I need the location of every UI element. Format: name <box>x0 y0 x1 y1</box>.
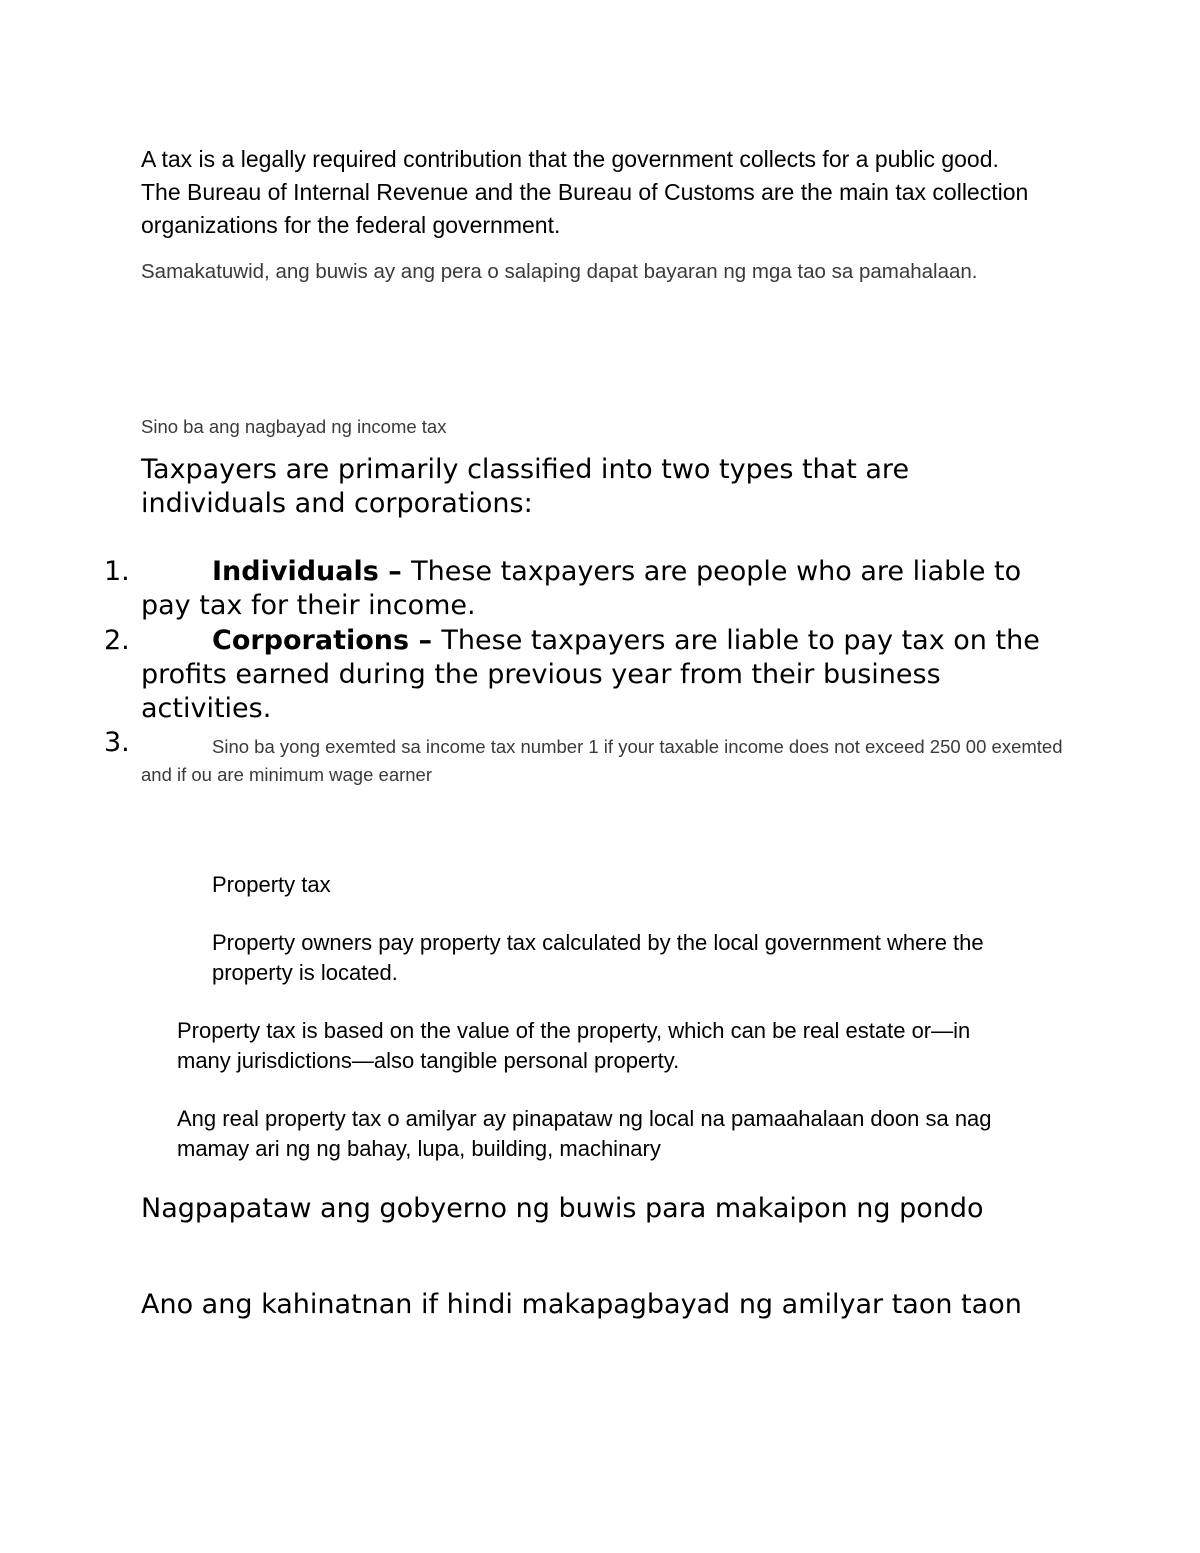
tagalog-definition-paragraph: Samakatuwid, ang buwis ay ang pera o salaping dapat bayaran ng mga tao sa pamahalaan. <box>141 260 978 283</box>
property-tax-heading: Property tax <box>212 872 331 897</box>
list-item-term: Individuals <box>212 556 379 587</box>
real-property-tagalog-paragraph: Ang real property tax o amilyar ay pinapataw ng local na pamaahalaan doon sa nag mamay ari ng ng bahay, lupa, building, machinary <box>177 1106 992 1161</box>
list-number: 3. <box>104 727 130 758</box>
tax-definition-paragraph: A tax is a legally required contribution that the government collects for a public good. The Bureau of Internal Revenue and the Bureau of Customs are the main tax collection organizations for the federal government. <box>141 146 1029 238</box>
list-item-separator: – <box>378 556 412 587</box>
list-item-text: These taxpayers are people who are liable to pay tax for their income. <box>141 556 1022 621</box>
list-item-separator: – <box>409 625 442 656</box>
list-item-text: Sino ba yong exemted sa income tax number 1 if your taxable income does not exceed 250 00 exemted and if ou are minimum wage earner <box>141 736 1063 785</box>
list-item-body <box>141 555 1071 623</box>
who-pays-question: Sino ba ang nagbayad ng income tax <box>141 416 447 437</box>
property-value-paragraph: Property tax is based on the value of the property, which can be real estate or—in many jurisdictions—also tangible personal property. <box>177 1018 971 1073</box>
list-item-term: Corporations <box>212 625 410 656</box>
list-item-body <box>141 733 1071 789</box>
property-owners-paragraph: Property owners pay property tax calculated by the local government where the property is located. <box>212 930 984 985</box>
list-number: 1. <box>104 556 130 587</box>
list-number: 2. <box>104 625 130 656</box>
taxpayer-intro-paragraph: Taxpayers are primarily classified into two types that are individuals and corporations: <box>141 454 910 519</box>
closing-statement: Nagpapataw ang gobyerno ng buwis para makaipon ng pondo <box>141 1193 984 1224</box>
list-item-body <box>141 624 1071 726</box>
list-item-text: These taxpayers are liable to pay tax on the profits earned during the previous year from their business activities. <box>141 625 1040 724</box>
closing-question: Ano ang kahinatnan if hindi makapagbayad ng amilyar taon taon <box>141 1289 1022 1320</box>
